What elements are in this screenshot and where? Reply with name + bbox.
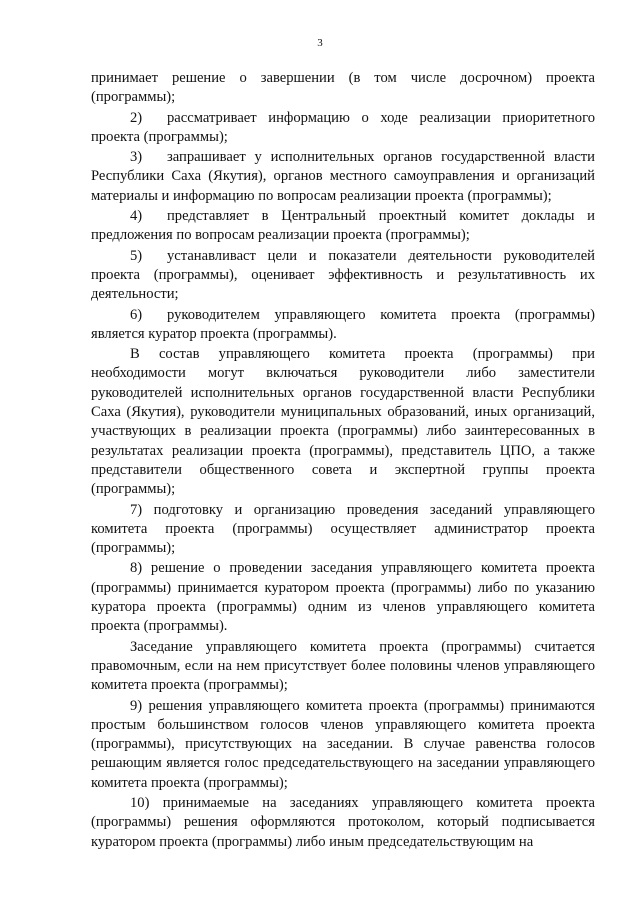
numbered-paragraph [91,148,595,206]
paragraph-text: запрашивает у исполнительных органов государственной власти Республики Саха (Якутия), органов местного самоуправления и организаций материалы и информацию по вопросам реализации проекта (программы); [91,149,595,204]
document-body [91,69,595,853]
numbered-paragraph [91,306,595,345]
list-number: 3) [130,149,143,166]
numbered-paragraph [91,207,595,246]
numbered-paragraph [91,247,595,305]
paragraph-text: представляет в Центральный проектный комитет доклады и предложения по вопросам реализации проекта (программы); [91,208,595,244]
paragraph: Заседание управляющего комитета проекта (программы) считается правомочным, если на нем присутствует более половины членов управляющего комитета проекта (программы); [91,638,595,694]
paragraph: 7) подготовку и организацию проведения заседаний управляющего комитета проекта (программы) осуществляет администратор проекта (программы); [91,501,595,557]
paragraph-text: руководителем управляющего комитета проекта (программы) является куратор проекта (программы). [91,306,595,342]
list-number: 4) [130,208,143,225]
numbered-paragraph [91,109,595,148]
paragraph: 10) принимаемые на заседаниях управляющего комитета проекта (программы) решения оформляются протоколом, который подписывается куратором проекта (программы) либо иным председательствующим на [91,794,595,850]
list-number: 2) [130,109,143,126]
page-number: 3 [317,37,323,49]
paragraph-text: рассматривает информацию о ходе реализации приоритетного проекта (программы); [91,109,595,145]
paragraph: В состав управляющего комитета проекта (программы) при необходимости могут включаться руководители либо заместители руководителей исполнительных органов государственной власти Республики Саха (Якутия), руководители муниципальных образований, иных организаций, участвующих в реализации проекта (программы) либо заинтересованных в результатах реализации проекта (программы), представитель ЦПО, а также представители общественного совета и экспертной группы проекта (программы); [91,346,595,498]
paragraph: 8) решение о проведении заседания управляющего комитета проекта (программы) принимается куратором проекта (программы) либо по указанию куратора проекта (программы) одним из членов управляющего комитета проекта (программы). [91,560,595,635]
paragraph: 9) решения управляющего комитета проекта (программы) принимаются простым большинством голосов членов управляющего комитета проекта (программы), присутствующих на заседании. В случае равенства голосов решающим является голос председательствующего на заседании управляющего комитета проекта (программы); [91,697,595,791]
paragraph-text: устанавливаст цели и показатели деятельности руководителей проекта (программы), оценивает эффективность и результативность их деятельности; [91,247,595,303]
continuation-paragraph: принимает решение о завершении (в том числе досрочном) проекта (программы); [91,70,595,106]
list-number: 6) [130,306,143,323]
list-number: 5) [130,247,143,264]
